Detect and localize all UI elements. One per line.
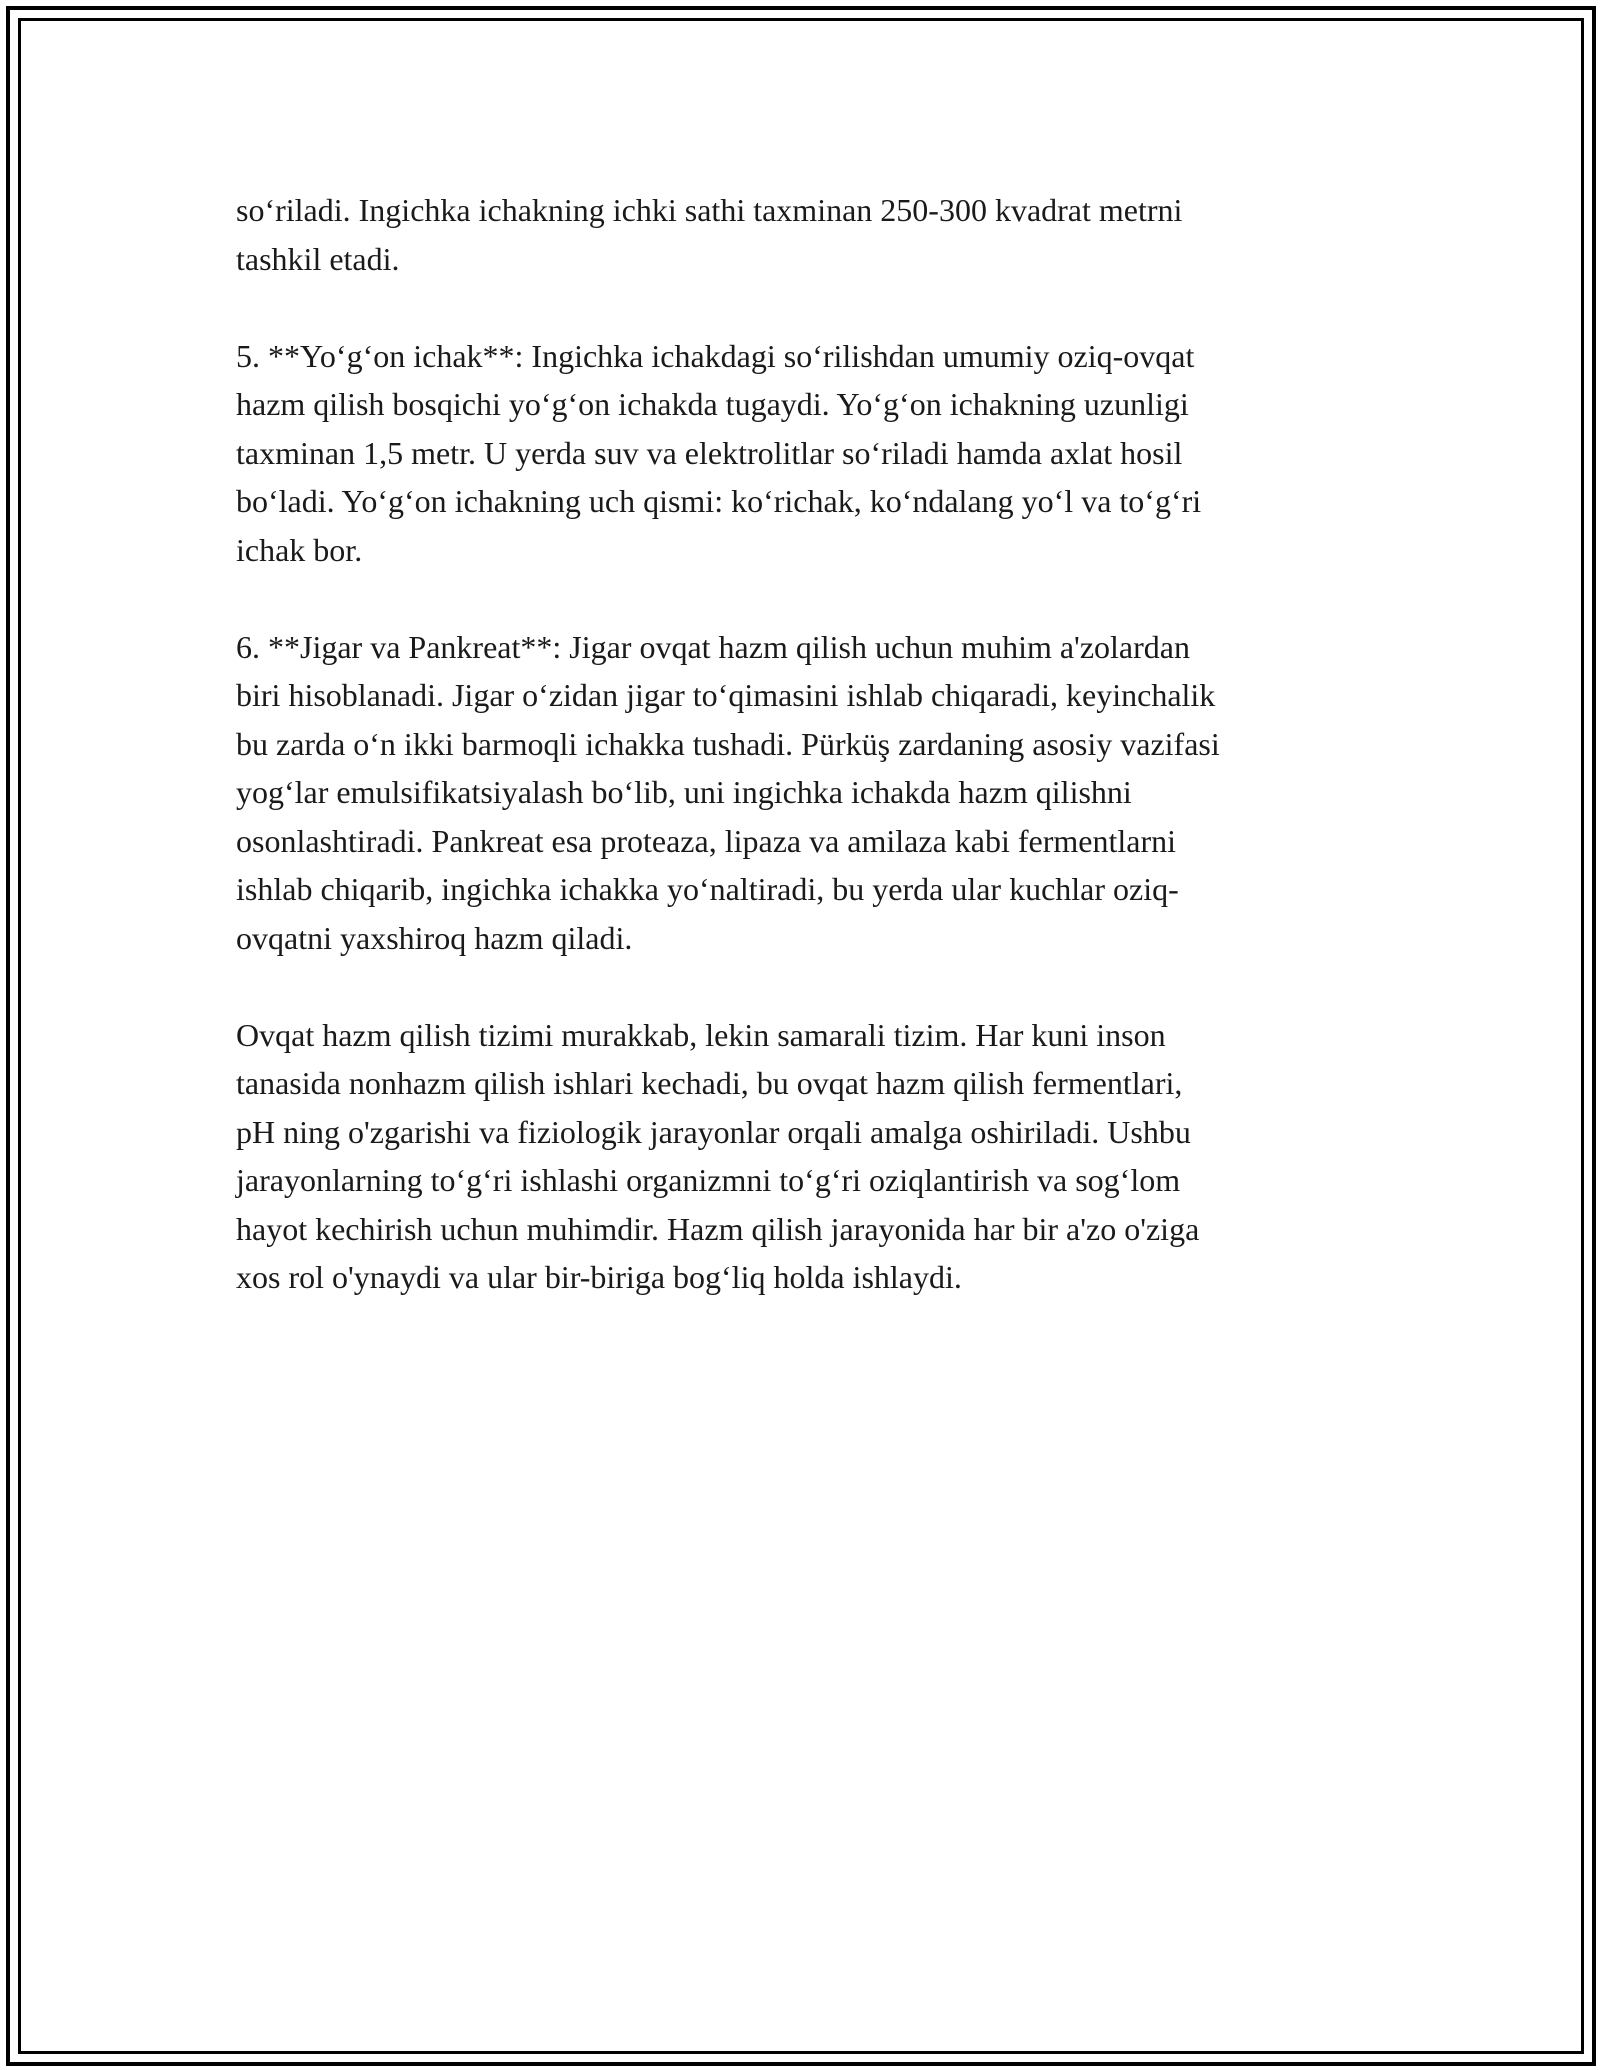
paragraph-liver-pancreas: 6. **Jigar va Pankreat**: Jigar ovqat hazm qilish uchun muhim a'zolardan biri hisoblanadi. Jigar o‘zidan jigar to‘qimasini ishlab chiqaradi, keyinchalik bu zarda o‘n ikki barmoqli ichakka tushadi. Pürküş zardaning asosiy vazifasi yog‘lar emulsifikatsiyalash bo‘lib, uni ingichka ichakda hazm qilishni osonlashtiradi. Pankreat esa proteaza, lipaza va amilaza kabi fermentlarni ishlab chiqarib, ingichka ichakka yo‘naltiradi, bu yerda ular kuchlar oziq- ovqatni yaxshiroq hazm qiladi. [236,628,1220,956]
paragraph-conclusion: Ovqat hazm qilish tizimi murakkab, lekin samarali tizim. Har kuni inson tanasida nonhazm qilish ishlari kechadi, bu ovqat hazm qilish fermentlari, pH ning o'zgarishi va fiziologik jarayonlar orqali amalga oshiriladi. Ushbu jarayonlarning to‘g‘ri ishlashi organizmni to‘g‘ri oziqlantirish va sog‘lom hayot kechirish uchun muhimdir. Hazm qilish jarayonida har bir a'zo o'ziga xos rol o'ynaydi va ular bir-biriga bog‘liq holda ishlaydi. [236,1016,1200,1295]
paragraph-continuation: so‘riladi. Ingichka ichakning ichki sathi taxminan 250-300 kvadrat metrni tashkil etadi. [236,192,1183,277]
document-body [236,186,1366,1302]
paragraph-large-intestine: 5. **Yo‘g‘on ichak**: Ingichka ichakdagi so‘rilishdan umumiy oziq-ovqat hazm qilish bosqichi yo‘g‘on ichakda tugaydi. Yo‘g‘on ichakning uzunligi taxminan 1,5 metr. U yerda suv va elektrolitlar so‘riladi hamda axlat hosil bo‘ladi. Yo‘g‘on ichakning uch qismi: ko‘richak, ko‘ndalang yo‘l va to‘g‘ri ichak bor. [236,337,1202,568]
